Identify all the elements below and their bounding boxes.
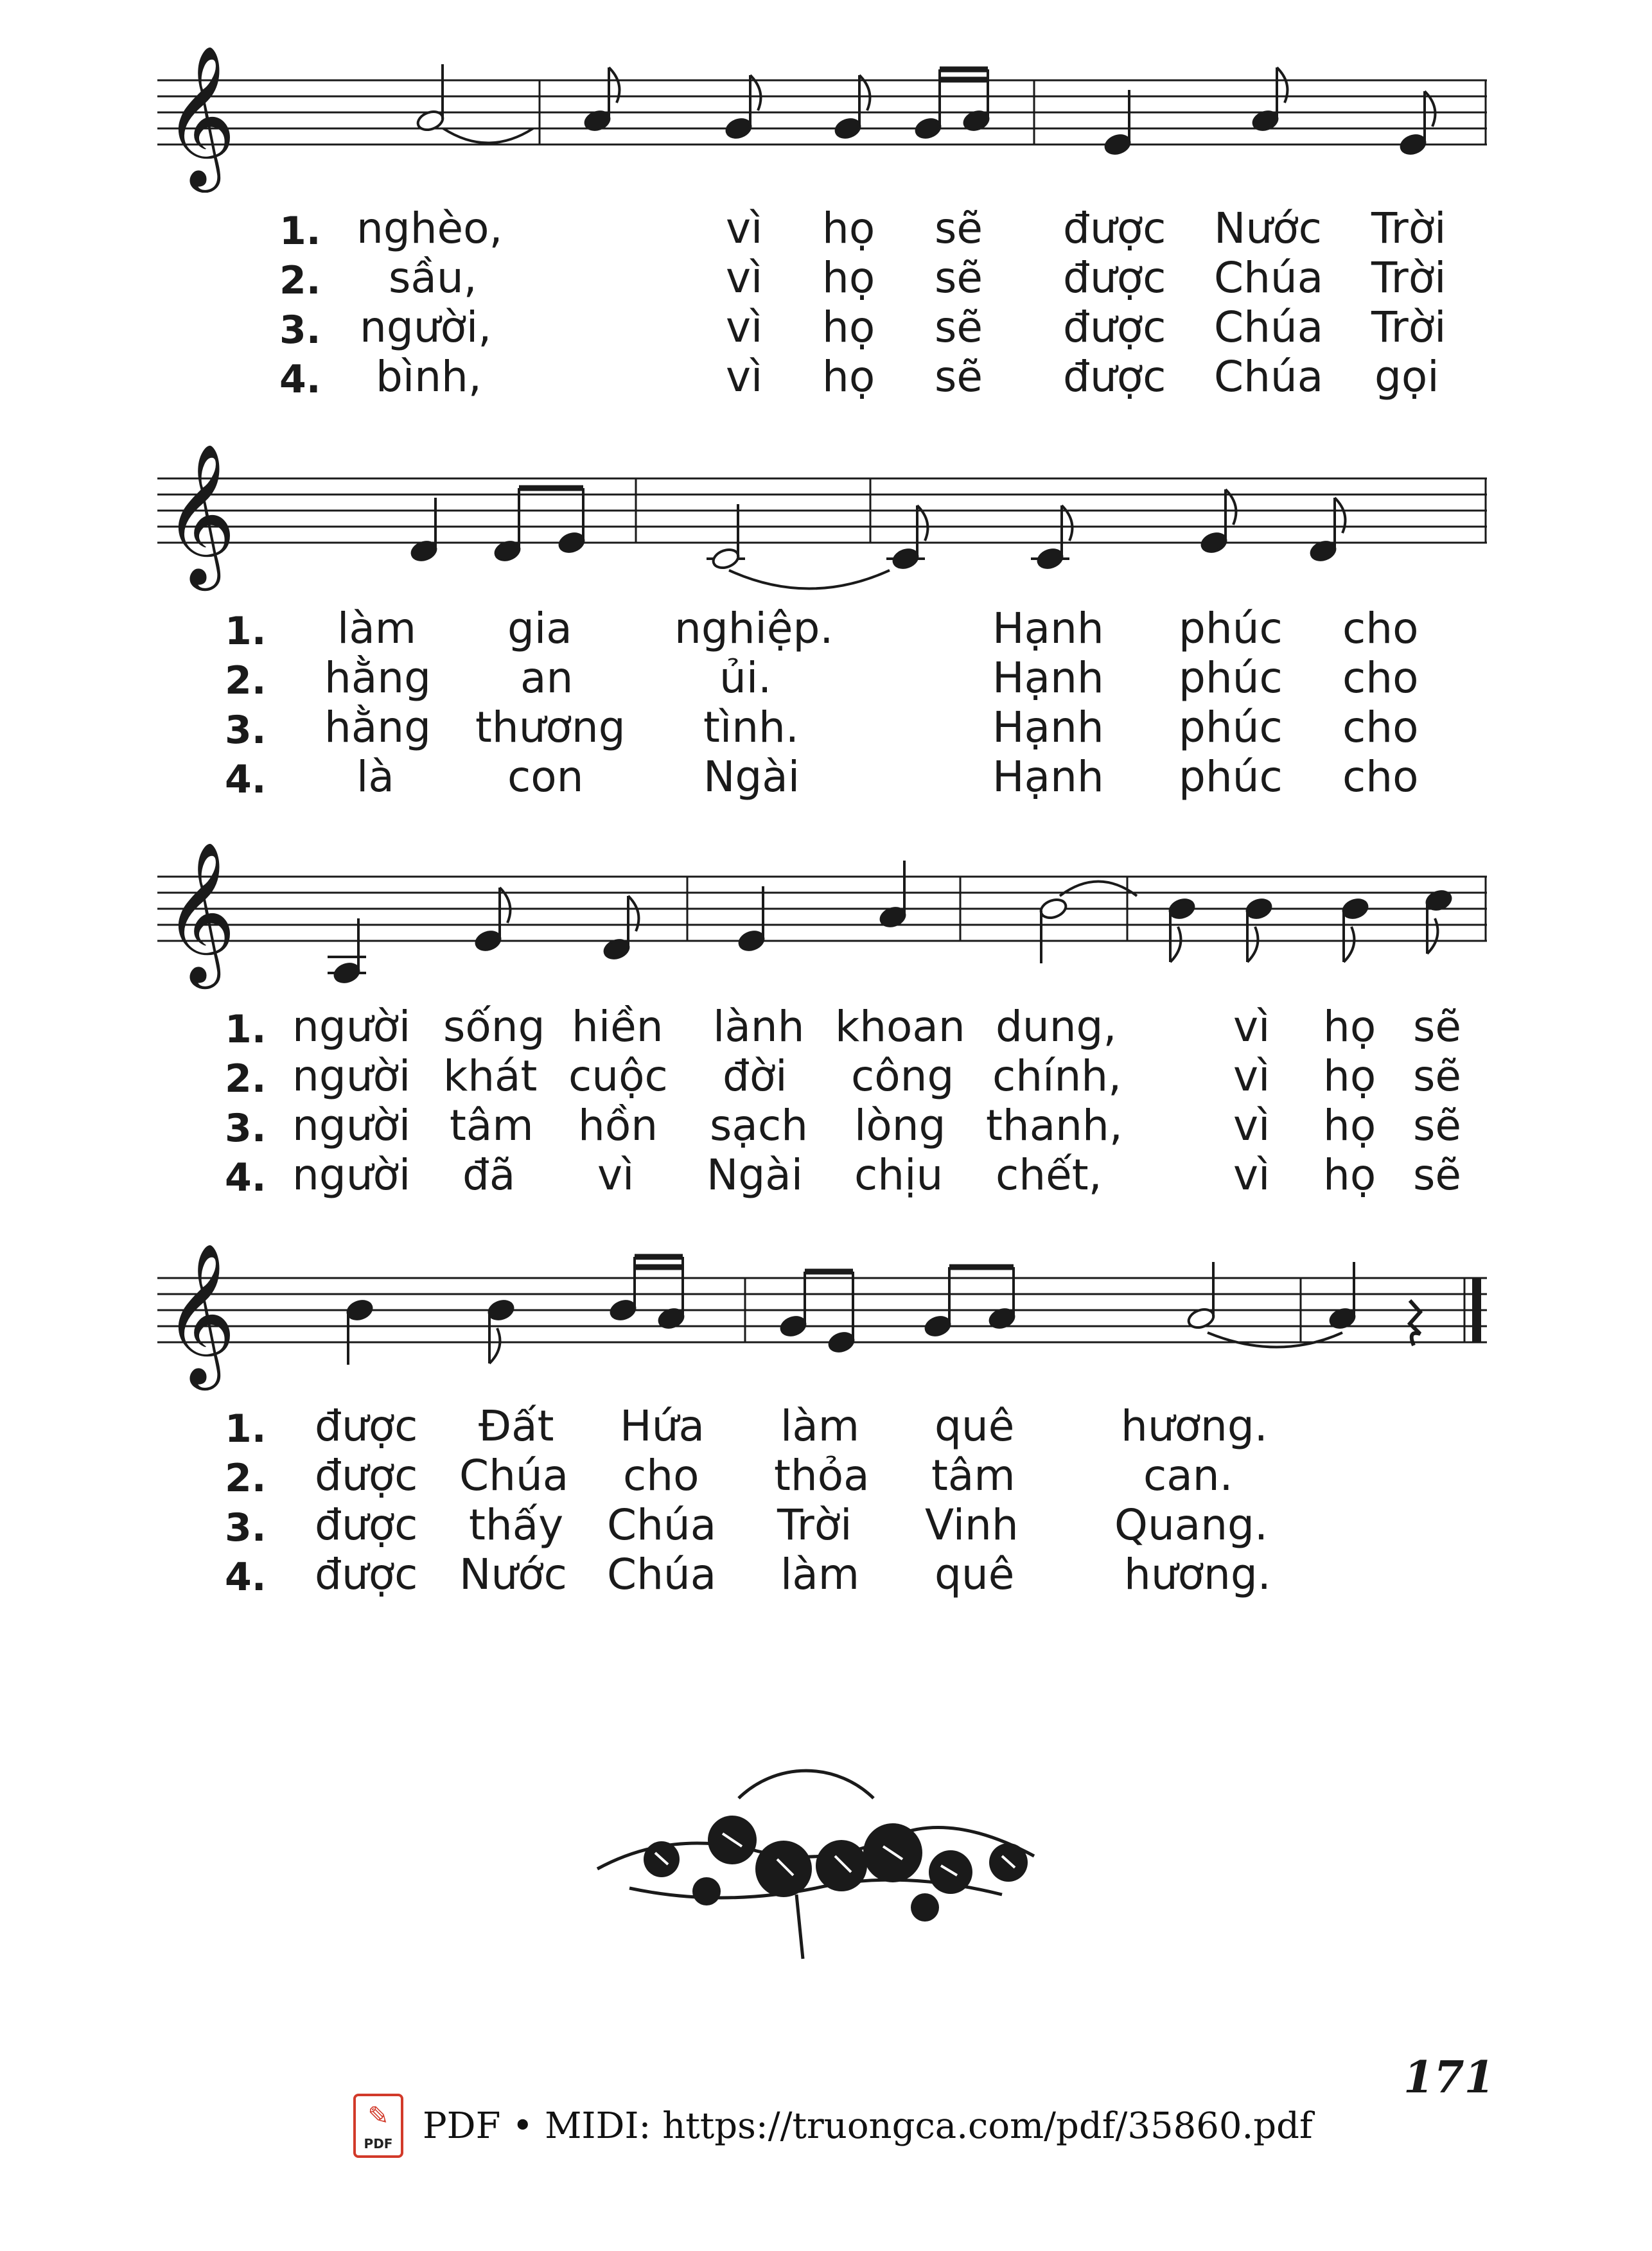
staff-4 xyxy=(0,1198,1652,1410)
lyric-word: phúc xyxy=(1179,653,1283,703)
acrobat-icon: ✎ xyxy=(367,2101,389,2131)
lyric-word: sẽ xyxy=(1413,1051,1461,1101)
lyric-word: cho xyxy=(1342,653,1419,703)
lyric-word: đời xyxy=(723,1051,787,1101)
lyric-word: cuộc xyxy=(568,1051,668,1101)
lyric-word: vì xyxy=(726,302,763,352)
pdf-file-icon[interactable] xyxy=(353,2094,403,2158)
lyric-word: cho xyxy=(1342,703,1419,752)
verse-number: 2. xyxy=(225,658,267,703)
lyric-word: thương xyxy=(475,703,626,752)
lyric-word: lành xyxy=(713,1002,805,1051)
lyric-word: sẽ xyxy=(1413,1150,1461,1200)
lyric-word: Chúa xyxy=(459,1451,569,1500)
lyric-word: đã xyxy=(462,1150,516,1200)
lyric-word: thấy xyxy=(469,1500,564,1550)
lyric-word: Chúa xyxy=(607,1550,717,1599)
lyric-word: Chúa xyxy=(1214,253,1324,302)
lyric-word: sẽ xyxy=(935,204,983,253)
lyric-word: hương. xyxy=(1124,1550,1271,1599)
lyric-word: tình. xyxy=(703,703,799,752)
lyric-word: được xyxy=(1063,352,1166,401)
lyric-word: tâm xyxy=(450,1101,534,1150)
staff-2 xyxy=(0,398,1652,610)
verse-number: 2. xyxy=(225,1056,267,1101)
lyric-word: quê xyxy=(935,1401,1015,1451)
pdf-footer[interactable] xyxy=(353,2090,1313,2161)
lyric-word: vì xyxy=(1233,1051,1270,1101)
lyric-word: Hạnh xyxy=(992,703,1104,752)
verse-number: 1. xyxy=(225,1007,267,1052)
lyric-word: Đất xyxy=(479,1401,554,1451)
lyric-word: dung, xyxy=(996,1002,1117,1051)
lyric-word: nghiệp. xyxy=(674,604,834,653)
verse-number: 4. xyxy=(225,1155,267,1200)
lyric-word: Hạnh xyxy=(992,752,1104,801)
lyric-word: chết, xyxy=(996,1150,1102,1200)
lyric-word: Trời xyxy=(1371,302,1446,352)
lyric-word: tâm xyxy=(931,1451,1015,1500)
lyric-word: được xyxy=(1063,302,1166,352)
lyric-word: vì xyxy=(1233,1002,1270,1051)
lyric-word: thỏa xyxy=(774,1451,870,1500)
pdf-icon-label: PDF xyxy=(364,2136,393,2151)
lyric-word: họ xyxy=(1323,1150,1376,1200)
page-number: 171 xyxy=(1403,2052,1495,2103)
lyric-word: sạch xyxy=(710,1101,808,1150)
verse-number: 4. xyxy=(279,357,321,402)
lyric-word: họ xyxy=(1323,1002,1376,1051)
lyric-word: được xyxy=(315,1401,418,1451)
footer-link-text[interactable]: PDF • MIDI: https://truongca.com/pdf/35860.pdf xyxy=(423,2105,1313,2147)
lyric-word: cho xyxy=(623,1451,699,1500)
lyric-word: cho xyxy=(1342,752,1419,801)
lyric-word: họ xyxy=(822,352,875,401)
lyric-word: can. xyxy=(1143,1451,1233,1500)
lyric-word: Hạnh xyxy=(992,604,1104,653)
verse-number: 4. xyxy=(225,1555,267,1600)
svg-text:𝄞: 𝄞 xyxy=(164,841,236,983)
lyric-word: là xyxy=(356,752,394,801)
lyric-word: Hứa xyxy=(620,1401,705,1451)
lyric-word: Trời xyxy=(1371,204,1446,253)
lyric-word: lòng xyxy=(854,1101,946,1150)
lyric-word: Trời xyxy=(777,1500,852,1550)
verse-number: 3. xyxy=(225,1505,267,1550)
lyric-word: được xyxy=(315,1500,418,1550)
verse-number: 1. xyxy=(225,1406,267,1451)
lyric-word: nghèo, xyxy=(356,204,503,253)
lyric-word: chính, xyxy=(992,1051,1122,1101)
lyric-word: bình, xyxy=(376,352,482,401)
lyric-word: hằng xyxy=(324,703,431,752)
verse-number: 3. xyxy=(225,1106,267,1151)
lyric-word: họ xyxy=(1323,1051,1376,1101)
lyric-word: được xyxy=(315,1451,418,1500)
verse-number: 3. xyxy=(279,308,321,353)
verse-number: 1. xyxy=(279,209,321,254)
lyric-word: người xyxy=(292,1101,411,1150)
lyric-word: vì xyxy=(726,204,763,253)
verse-number: 3. xyxy=(225,708,267,753)
lyric-word: hiền xyxy=(572,1002,663,1051)
lyric-word: Ngài xyxy=(707,1150,804,1200)
lyric-word: hằng xyxy=(324,653,431,703)
lyric-word: Chúa xyxy=(607,1500,717,1550)
lyric-word: vì xyxy=(597,1150,635,1200)
lyric-word: Chúa xyxy=(1214,302,1324,352)
verse-number: 1. xyxy=(225,609,267,654)
lyric-word: hồn xyxy=(578,1101,658,1150)
lyric-word: làm xyxy=(337,604,417,653)
lyric-word: sẽ xyxy=(935,352,983,401)
lyric-word: họ xyxy=(822,253,875,302)
lyric-word: phúc xyxy=(1179,604,1283,653)
svg-text:𝄞: 𝄞 xyxy=(164,1242,236,1384)
lyric-word: vì xyxy=(726,253,763,302)
lyric-word: vì xyxy=(726,352,763,401)
lyric-word: được xyxy=(315,1550,418,1599)
lyric-word: Vinh xyxy=(925,1500,1019,1550)
lyric-word: sẽ xyxy=(1413,1101,1461,1150)
lyric-word: làm xyxy=(780,1550,860,1599)
lyric-word: Quang. xyxy=(1114,1500,1268,1550)
verse-number: 2. xyxy=(279,258,321,303)
lyric-word: sẽ xyxy=(935,253,983,302)
lyric-word: Trời xyxy=(1371,253,1446,302)
lyric-word: công xyxy=(851,1051,954,1101)
lyric-word: Nước xyxy=(459,1550,567,1599)
verse-number: 4. xyxy=(225,757,267,802)
staff-1 xyxy=(0,0,1652,193)
lyric-word: Nước xyxy=(1214,204,1322,253)
lyric-word: làm xyxy=(780,1401,860,1451)
lyric-word: vì xyxy=(1233,1101,1270,1150)
lyric-word: được xyxy=(1063,253,1166,302)
lyric-word: sống xyxy=(443,1002,545,1051)
lyric-word: người xyxy=(292,1150,411,1200)
lyric-word: sẽ xyxy=(1413,1002,1461,1051)
lyric-word: khát xyxy=(443,1051,538,1101)
svg-text:𝄞: 𝄞 xyxy=(164,442,236,584)
lyric-word: quê xyxy=(935,1550,1015,1599)
staff-3 xyxy=(0,796,1652,1008)
lyric-word: phúc xyxy=(1179,752,1283,801)
lyric-word: Chúa xyxy=(1214,352,1324,401)
verse-number: 2. xyxy=(225,1456,267,1501)
lyric-word: hương. xyxy=(1121,1401,1268,1451)
lyric-word: họ xyxy=(822,302,875,352)
lyric-word: cho xyxy=(1342,604,1419,653)
lyric-word: người xyxy=(292,1051,411,1101)
lyric-word: con xyxy=(507,752,584,801)
lyric-word: thanh, xyxy=(986,1101,1123,1150)
lyric-word: sẽ xyxy=(935,302,983,352)
lyric-word: vì xyxy=(1233,1150,1270,1200)
lyric-word: chịu xyxy=(854,1150,944,1200)
lyric-word: họ xyxy=(822,204,875,253)
lyric-word: ủi. xyxy=(719,653,772,703)
lyric-word: Hạnh xyxy=(992,653,1104,703)
lyric-word: sầu, xyxy=(389,253,477,302)
lyric-word: người, xyxy=(360,302,492,352)
lyric-word: khoan xyxy=(835,1002,965,1051)
lyric-word: gia xyxy=(507,604,572,653)
lyric-word: được xyxy=(1063,204,1166,253)
svg-text:𝄞: 𝄞 xyxy=(164,44,236,186)
lyric-word: Ngài xyxy=(703,752,800,801)
lyric-word: an xyxy=(520,653,574,703)
chrysanthemum-moon-ornament-icon xyxy=(591,1728,1053,1972)
lyric-word: người xyxy=(292,1002,411,1051)
lyric-word: phúc xyxy=(1179,703,1283,752)
lyric-word: gọi xyxy=(1375,352,1439,401)
lyric-word: họ xyxy=(1323,1101,1376,1150)
